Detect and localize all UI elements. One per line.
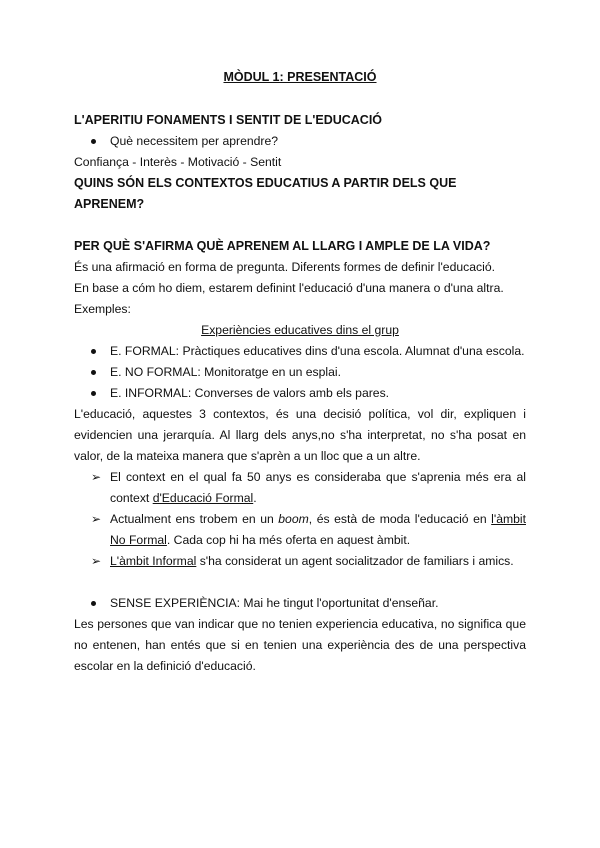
list-item-text: E. NO FORMAL: Monitoratge en un esplai. [110,365,341,379]
subsection-title: Experiències educatives dins el grup [201,323,399,337]
underlined-term: l'àmbit No Formal [110,512,526,547]
list-item [74,593,526,614]
list-item-text: Què necessitem per aprendre? [110,134,279,148]
arrow-icon: ➢ [91,512,102,526]
list-item [74,383,526,404]
paragraph: Les persones que van indicar que no tenien experiencia educativa, no significa que no entenen, han entés que si en tenien una experiència des de una perspectiva escolar en la definició d'educació. [74,617,526,673]
bullet-icon [91,349,96,354]
list-item-text: E. INFORMAL: Converses de valors amb els pares. [110,386,390,400]
arrow-text-end: . Cada cop hi ha més oferta en aquest àmbit. [166,533,411,547]
arrow-text: El context en el qual fa 50 anys es consideraba que s'aprenia més era al context [110,470,526,505]
arrow-text-end: s'ha considerat un agent socialitzador de familiars i amics. [196,554,514,568]
bullet-icon [91,370,96,375]
arrow-list-item [74,509,526,551]
bullet-icon [91,139,96,144]
keywords-line: Confiança - Interès - Motivació - Sentit [74,155,282,169]
section-heading-contextos: QUINS SÓN ELS CONTEXTOS EDUCATIUS A PARTIR DELS QUE APRENEM? [74,176,457,211]
spacer [74,572,526,593]
arrow-text: Actualment ens trobem en un [110,512,279,526]
paragraph: És una afirmació en forma de pregunta. Diferents formes de definir l'educació. [74,260,495,274]
italic-term: boom [278,512,309,526]
paragraph: Exemples: [74,302,131,316]
arrow-icon: ➢ [91,470,102,484]
underlined-term: d'Educació Formal [152,491,254,505]
arrow-list-item [74,551,526,572]
spacer [74,215,526,236]
paragraph: En base a cóm ho diem, estarem definint l'educació d'una manera o d'una altra. [74,281,504,295]
bullet-icon [91,391,96,396]
list-item [74,362,526,383]
document-body [74,110,526,677]
arrow-list-item [74,467,526,509]
underlined-term: L'àmbit Informal [110,554,197,568]
list-item-text: E. FORMAL: Pràctiques educatives dins d'una escola. Alumnat d'una escola. [110,344,525,358]
section-heading-llarg-ample: PER QUÈ S'AFIRMA QUÈ APRENEM AL LLARG I AMPLE DE LA VIDA? [74,239,491,253]
paragraph: L'educació, aquestes 3 contextos, és una decisió política, vol dir, expliquen i evidencien una jerarquía. Al llarg dels anys,no s'ha interpretat, no s'ha posat en valor, de la mateixa manera que s'aprèn a un lloc que a un altre. [74,407,526,463]
list-item-text: SENSE EXPERIÈNCIA: Mai he tingut l'oportunitat d'enseñar. [110,596,439,610]
arrow-text-end: . [253,491,257,505]
arrow-text-mid: , és està de moda l'educació en [308,512,492,526]
section-heading-aperitiu: L'APERITIU FONAMENTS I SENTIT DE L'EDUCACIÓ [74,113,383,127]
list-item [74,131,526,152]
arrow-icon: ➢ [91,554,102,568]
page-title: MÒDUL 1: PRESENTACIÓ [223,70,377,84]
bullet-icon [91,601,96,606]
list-item [74,341,526,362]
